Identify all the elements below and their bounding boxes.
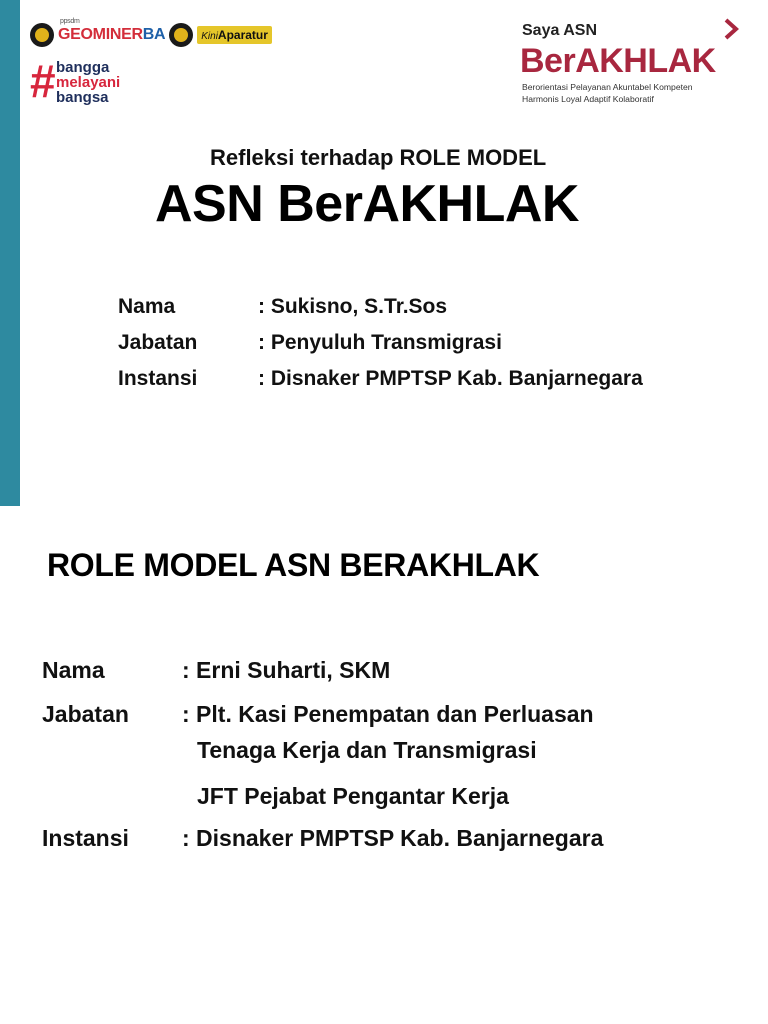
hashtag-icon: # (30, 55, 56, 107)
berakhlak-logo: BerAKHLAK (520, 42, 716, 80)
info-row-instansi: Instansi : Disnaker PMPTSP Kab. Banjarnegara (118, 367, 643, 390)
role-model-title: ROLE MODEL ASN BERAKHLAK (47, 547, 540, 583)
saya-asn-label: Saya ASN (522, 22, 597, 39)
accent-bar (0, 0, 20, 506)
slide-2: ROLE MODEL ASN BERAKHLAK Nama : Erni Suharti, SKM Jabatan : Plt. Kasi Penempatan dan Perluasan Tenaga Kerja dan Transmigrasi JFT Pejabat Pengantar Kerja Instansi : Disnaker PMPTSP Kab. Banjarnegara (0, 527, 768, 1024)
esdm-emblem-icon-2 (169, 23, 193, 47)
slide-1 (0, 0, 768, 506)
profile-info (118, 289, 643, 397)
geominerba-logo: ppsdm GEOMINERBA (58, 18, 166, 43)
slide-subtitle: Refleksi terhadap ROLE MODEL (210, 145, 547, 170)
aparatur-logo: KiniAparatur (197, 26, 272, 44)
info-row-jabatan: Jabatan : Penyuluh Transmigrasi (118, 331, 502, 354)
chevron-right-icon (722, 18, 740, 40)
berakhlak-values: Berorientasi Pelayanan Akuntabel Kompeten Harmonis Loyal Adaptif Kolaboratif (522, 82, 693, 104)
esdm-emblem-icon (30, 23, 54, 47)
partner-logos (30, 18, 292, 52)
bangga-melayani-bangsa-logo: # bangga melayani bangsa (30, 55, 121, 107)
slide-title: ASN BerAKHLAK (155, 175, 579, 233)
info-row-nama: Nama : Sukisno, S.Tr.Sos (118, 295, 448, 318)
